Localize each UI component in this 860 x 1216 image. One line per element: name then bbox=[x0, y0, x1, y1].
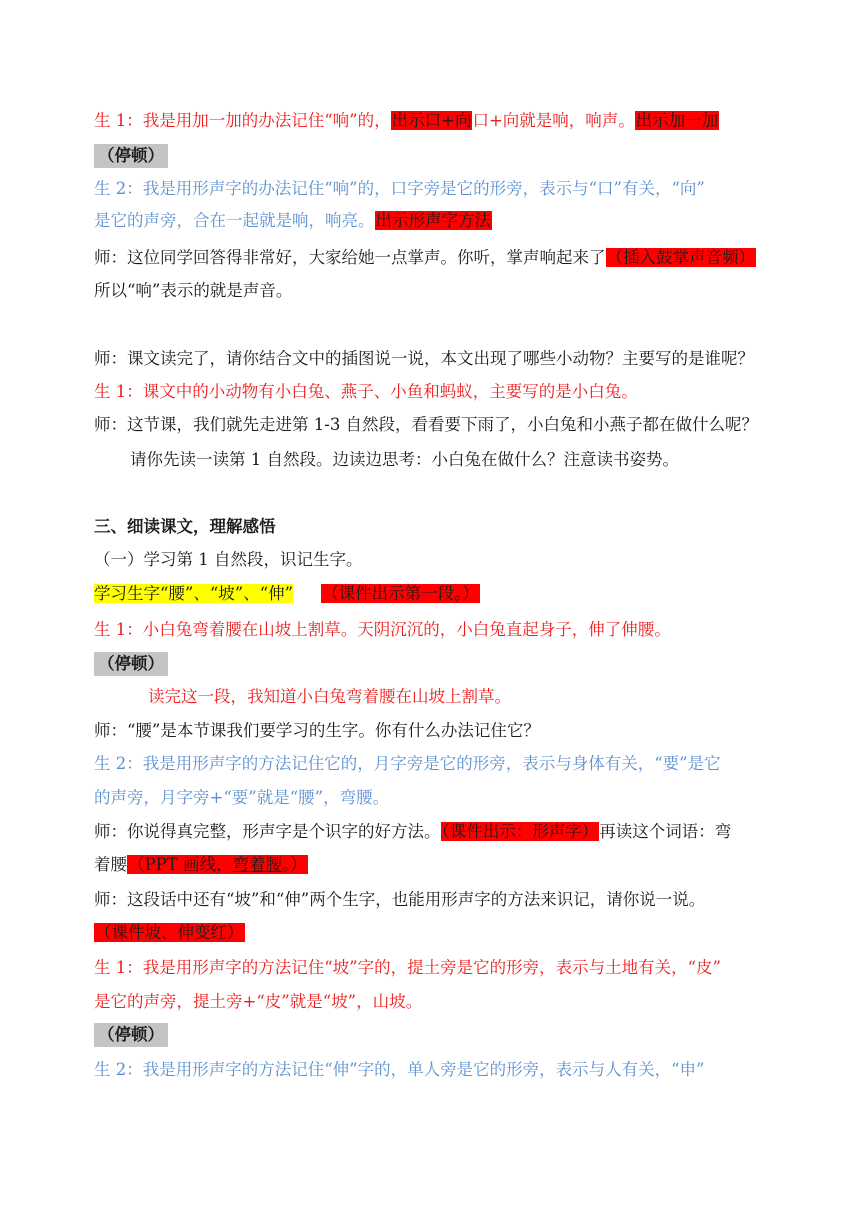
text-segment: 再读这个词语：弯 bbox=[599, 822, 732, 841]
teacher-praise-cont bbox=[94, 852, 308, 878]
annotation-line bbox=[94, 920, 245, 946]
highlight-annotation: （PPT 画线， bbox=[128, 855, 233, 874]
teacher-line bbox=[94, 245, 756, 271]
pause-marker bbox=[94, 143, 168, 169]
teacher-instruction-cont: 请你先读一读第 1 自然段。边读边思考：小白兔在做什么？注意读书姿势。 bbox=[130, 450, 679, 469]
pause-marker bbox=[94, 651, 168, 677]
text-segment: 生 1：我是用加一加的办法记住“响”的， bbox=[94, 111, 391, 130]
highlight-annotation: （课件坡、伸变红） bbox=[95, 923, 244, 942]
section-heading: 三、细读课文，理解感悟 bbox=[94, 517, 276, 536]
highlight-annotation: （课件出示第一段。） bbox=[322, 584, 479, 603]
teacher-yao-line: 师：“腰”是本节课我们要学习的生字。你有什么办法记住它？ bbox=[94, 721, 540, 740]
highlight-annotation: 出示口+向 bbox=[391, 111, 472, 130]
teacher-instruction-line: 师：这节课，我们就先走进第 1-3 自然段，看看要下雨了，小白兔和小燕子都在做什么呢？ bbox=[94, 415, 759, 434]
highlight-annotation: 。） bbox=[281, 855, 307, 874]
pause-label: （停顿） bbox=[94, 652, 168, 676]
student-2-shen-line: 生 2：我是用形声字的方法记住“伸”字的，单人旁是它的形旁，表示与人有关，“申” bbox=[94, 1060, 705, 1079]
teacher-line-cont: 所以“响”表示的就是声音。 bbox=[94, 281, 293, 300]
pause-label: （停顿） bbox=[94, 144, 168, 168]
student-1-line-xiang bbox=[94, 108, 719, 134]
reading-summary-line: 读完这一段，我知道小白兔弯着腰在山坡上割草。 bbox=[148, 687, 511, 706]
student-1-po-line: 生 1：我是用形声字的方法记住“坡”字的，提土旁是它的形旁，表示与土地有关，“皮” bbox=[94, 958, 721, 977]
highlight-annotation: （插入鼓掌声音频） bbox=[606, 248, 755, 267]
text-segment: 师：你说得真完整，形声字是个识字的好方法。 bbox=[94, 822, 441, 841]
student-2-yao-line: 生 2：我是用形声字的方法记住它的，月字旁是它的形旁，表示与身体有关，“要”是它 bbox=[94, 754, 721, 773]
teacher-question-line: 师：课文读完了，请你结合文中的插图说一说，本文出现了哪些小动物？主要写的是谁呢？ bbox=[94, 349, 754, 368]
student-1-answer-line: 生 1：课文中的小动物有小白兔、燕子、小鱼和蚂蚁，主要写的是小白兔。 bbox=[94, 382, 638, 401]
student-2-yao-cont: 的声旁，月字旁+“要”就是“腰”，弯腰。 bbox=[94, 788, 390, 807]
teacher-po-shen-line: 师：这段话中还有“坡”和“伸”两个生字，也能用形声字的方法来识记，请你说一说。 bbox=[94, 890, 706, 909]
text-segment: 口+向就是响，响声。 bbox=[472, 111, 635, 130]
yellow-highlight: 学习生字“腰”、“坡”、“伸” bbox=[94, 584, 294, 603]
text-segment: 师：这位同学回答得非常好，大家给她一点掌声。你听，掌声响起来了 bbox=[94, 248, 606, 267]
student-1-reading-line: 生 1：小白兔弯着腰在山坡上割草。天阴沉沉的，小白兔直起身子，伸了伸腰。 bbox=[94, 620, 671, 639]
text-segment: 是它的声旁，合在一起就是响，响亮。 bbox=[94, 211, 375, 230]
teacher-praise-line bbox=[94, 819, 731, 845]
underlined-phrase: 弯着腰 bbox=[232, 855, 282, 874]
highlight-annotation: 出示形声字方法 bbox=[375, 211, 491, 230]
student-1-po-cont: 是它的声旁，提土旁+“皮”就是“坡”，山坡。 bbox=[94, 992, 423, 1011]
subsection-heading: （一）学习第 1 自然段，识记生字。 bbox=[94, 550, 363, 569]
study-chars-line bbox=[94, 581, 480, 607]
student-2-line-cont bbox=[94, 208, 492, 234]
highlight-annotation: （课件出示：形声字） bbox=[441, 822, 599, 841]
student-2-line: 生 2：我是用形声字的办法记住“响”的，口字旁是它的形旁，表示与“口”有关，“向” bbox=[94, 179, 705, 198]
pause-label: （停顿） bbox=[94, 1023, 168, 1047]
pause-marker bbox=[94, 1022, 168, 1048]
highlight-annotation: 出示加一加 bbox=[635, 111, 719, 130]
text-segment: 着腰 bbox=[94, 855, 127, 874]
